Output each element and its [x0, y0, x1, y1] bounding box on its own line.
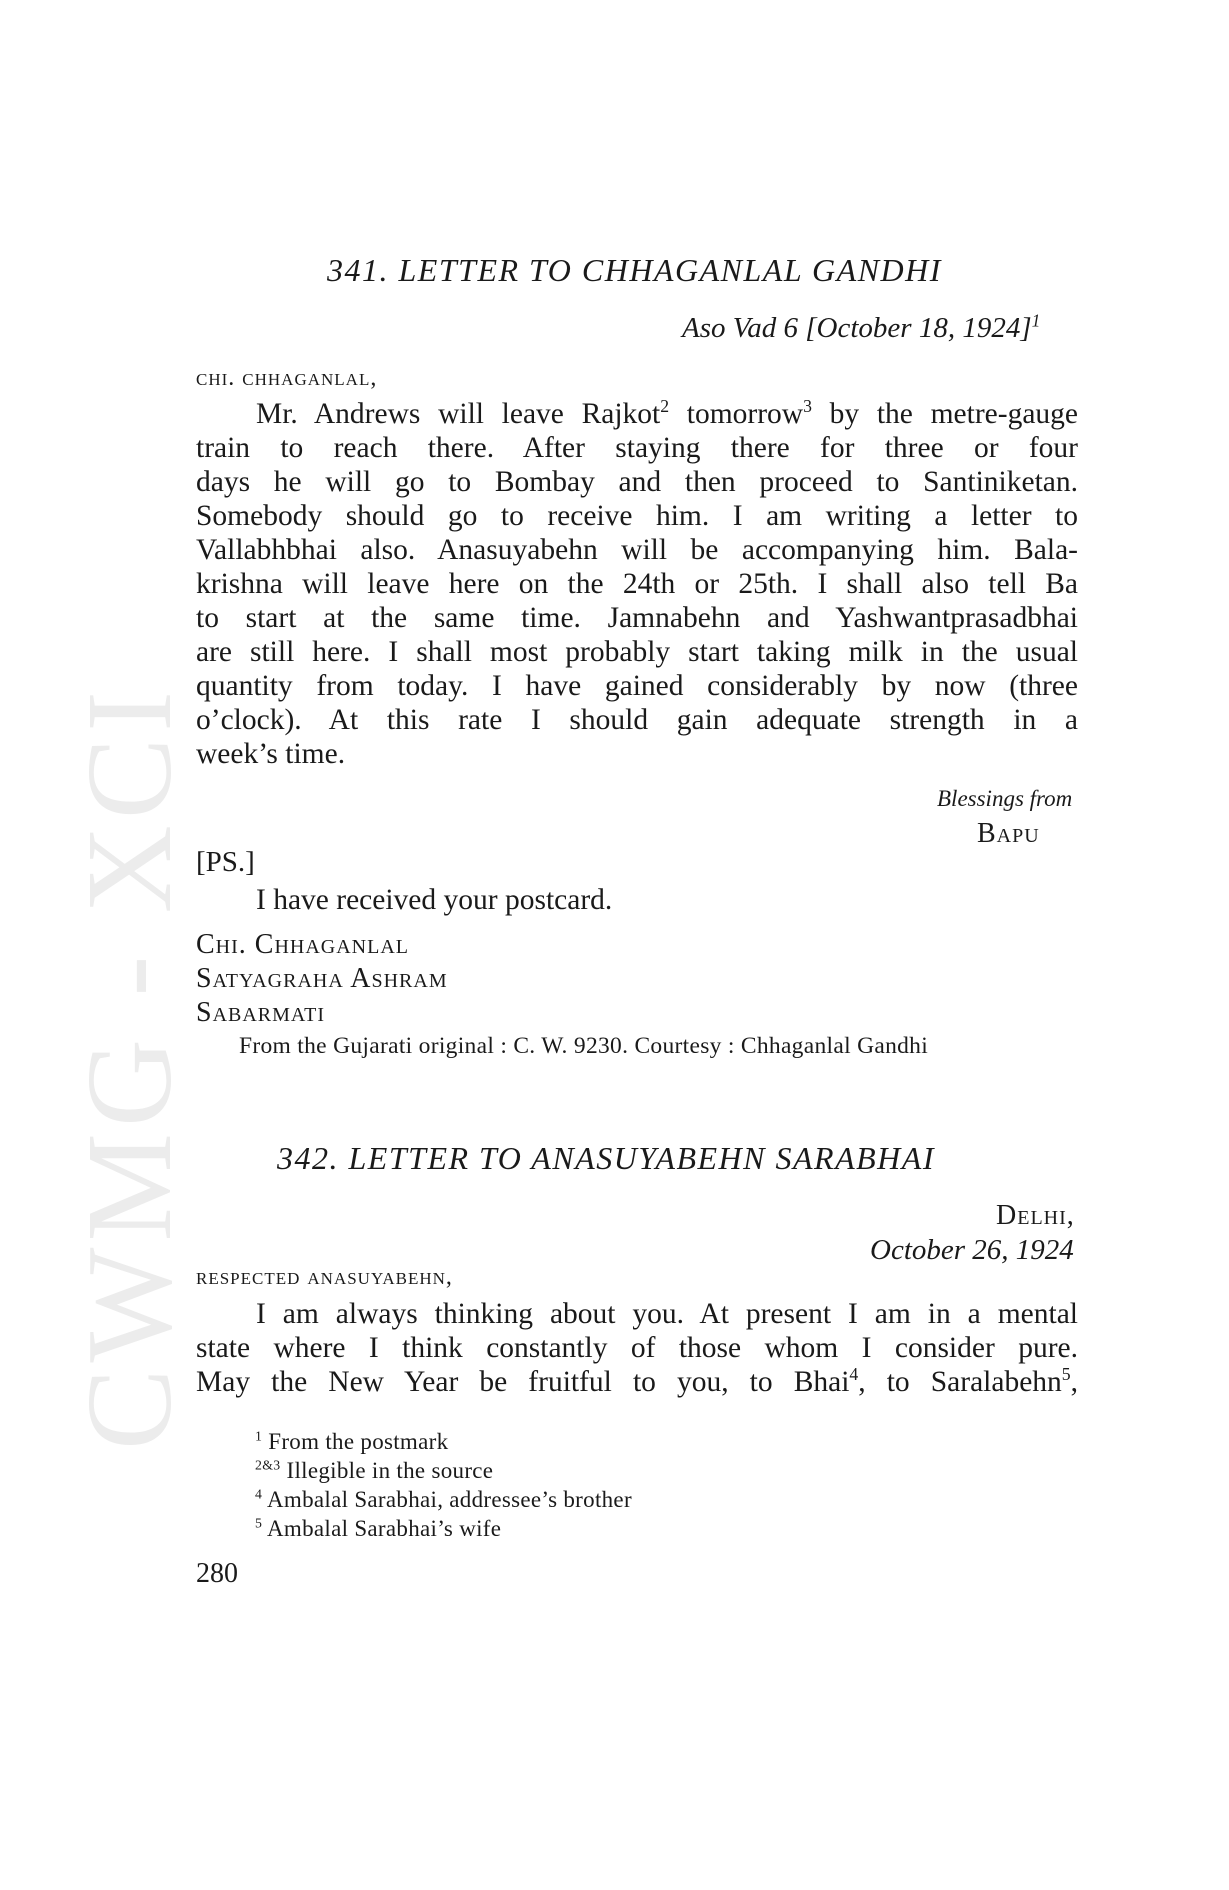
footnote-ref-2: 2: [660, 396, 670, 417]
letter1-body-line: train to reach there. After staying there for three or four: [196, 432, 1078, 464]
page-number: 280: [196, 1558, 238, 1589]
footnote: $^{2\&3}$ Illegible in the source: [255, 1457, 494, 1483]
footnote-ref-4: 4: [849, 1364, 859, 1385]
letter1-body-line: o’clock). At this rate I should gain adequate strength in a: [196, 704, 1078, 736]
letter1-signature: Bapu: [977, 818, 1040, 849]
letter2-heading: 342. LETTER TO ANASUYABEHN SARABHAI: [277, 1140, 935, 1176]
address-line-name: Chi. Chhaganlal: [196, 929, 409, 960]
letter2-body-line: May the New Year be fruitful to you, to Bhai$^4$, to Saralabehn$^5$,: [196, 1364, 1079, 1398]
letter1-body-line: week’s time.: [196, 738, 346, 770]
letter2-body-line: state where I think constantly of those whom I consider pure.: [196, 1332, 1078, 1364]
letter2-body-line: I am always thinking about you. At present I am in a mental: [256, 1298, 1078, 1330]
letter1-body-line: are still here. I shall most probably start taking milk in the usual: [196, 636, 1078, 668]
letter1-body-line: quantity from today. I have gained considerably by now (three: [196, 670, 1078, 702]
letter1-body-line: days he will go to Bombay and then proceed to Santiniketan.: [196, 466, 1078, 498]
letter1-heading: 341. LETTER TO CHHAGANLAL GANDHI: [327, 252, 942, 288]
address-line-place: Sabarmati: [196, 997, 326, 1028]
ps-text: I have received your postcard.: [256, 884, 613, 916]
footnote: $^1$ From the postmark: [255, 1428, 449, 1454]
letter1-body-line: Mr. Andrews will leave Rajkot$^2$ tomorrow$^3$ by the metre-gauge: [256, 396, 1079, 430]
watermark: CWMG - XCI: [62, 685, 197, 1450]
letter1-closing: Blessings from: [937, 786, 1073, 811]
letter1-body-line: Vallabhbhai also. Anasuyabehn will be accompanying him. Bala-: [196, 534, 1078, 566]
letter1-body-line: krishna will leave here on the 24th or 25th. I shall also tell Ba: [196, 568, 1078, 600]
footnote-ref-5: 5: [1061, 1364, 1071, 1385]
footnote: $^5$ Ambalal Sarabhai’s wife: [255, 1515, 502, 1541]
letter2-salutation: respected anasuyabehn,: [196, 1264, 453, 1290]
letter1-body-line: Somebody should go to receive him. I am writing a letter to: [196, 500, 1078, 532]
letter1-date: [682, 312, 1040, 345]
footnote: $^4$ Ambalal Sarabhai, addressee’s brother: [255, 1486, 632, 1512]
letter1-salutation: chi. chhaganlal,: [196, 365, 378, 391]
letter1-date-text: Aso Vad 6 [October 18, 1924]: [682, 312, 1032, 344]
letter1-body: [196, 397, 1078, 771]
letter2-body: [196, 1297, 1078, 1399]
letter2-date: October 26, 1924: [870, 1234, 1074, 1266]
ps-label: [PS.]: [196, 846, 255, 878]
letter2-place: Delhi,: [996, 1200, 1075, 1231]
address-line-ashram: Satyagraha Ashram: [196, 963, 448, 994]
footnote-ref-1: 1: [1031, 310, 1041, 331]
letter1-body-line: to start at the same time. Jamnabehn and Yashwantprasadbhai: [196, 602, 1078, 634]
letter1-source: From the Gujarati original : C. W. 9230. Courtesy : Chhaganlal Gandhi: [239, 1033, 929, 1059]
footnote-ref-3: 3: [803, 396, 812, 417]
